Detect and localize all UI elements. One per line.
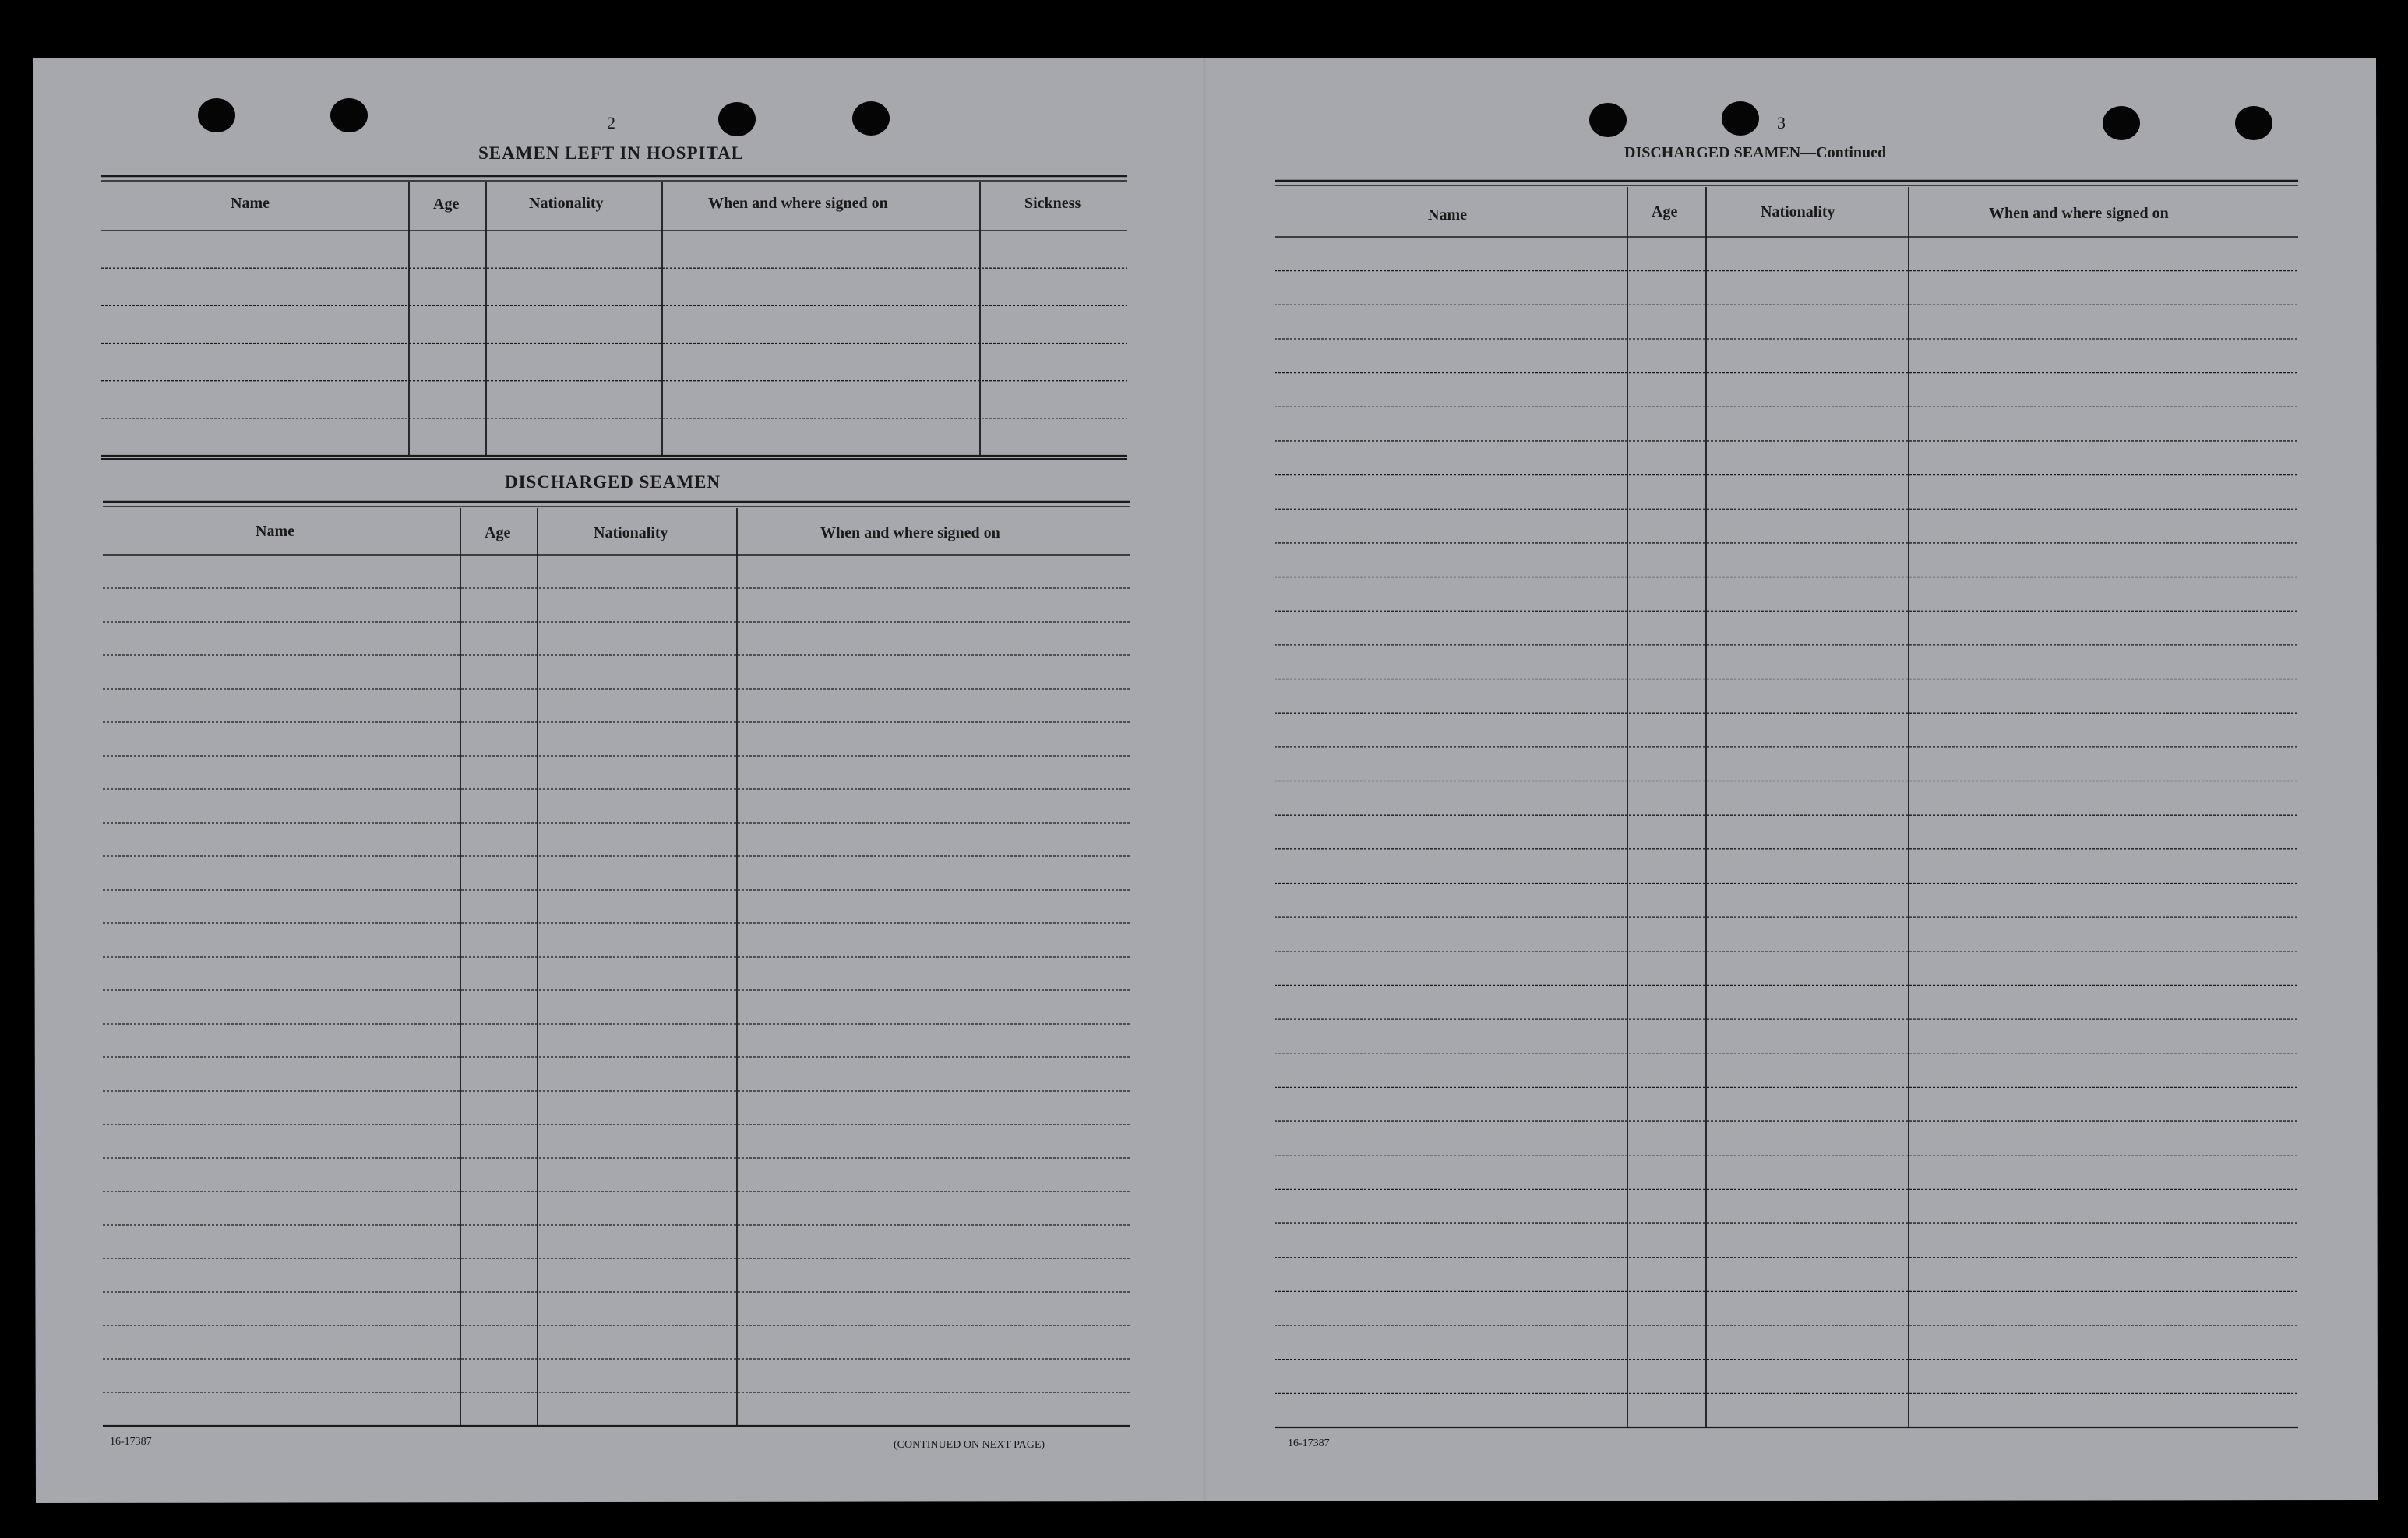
binder-hole: [1722, 101, 1759, 136]
hospital-col-sickness: Sickness: [1024, 195, 1081, 212]
continued-note: (CONTINUED ON NEXT PAGE): [894, 1439, 1045, 1451]
continued-col-when-where: When and where signed on: [1989, 205, 2169, 222]
binder-hole: [1589, 103, 1627, 137]
hospital-col-nationality: Nationality: [529, 195, 604, 212]
continued-col-nationality: Nationality: [1761, 203, 1835, 220]
binder-hole: [330, 98, 368, 132]
binder-hole: [198, 98, 235, 132]
hospital-col-age: Age: [433, 196, 460, 213]
discharged-col-nationality: Nationality: [594, 524, 668, 541]
binder-hole: [852, 101, 890, 136]
hospital-section-title: SEAMEN LEFT IN HOSPITAL: [478, 143, 745, 163]
discharged-col-name: Name: [256, 523, 294, 540]
discharged-col-age: Age: [485, 524, 511, 541]
left-form-number: 16-17387: [110, 1436, 152, 1448]
binder-hole: [2235, 106, 2272, 140]
hospital-col-name: Name: [231, 195, 270, 212]
hospital-col-when-where: When and where signed on: [708, 195, 888, 212]
left-page-number: 2: [607, 113, 615, 132]
binder-hole: [718, 102, 756, 136]
right-page-number: 3: [1777, 113, 1786, 132]
discharged-continued-title: DISCHARGED SEAMEN—Continued: [1624, 144, 1887, 161]
discharged-section-title: DISCHARGED SEAMEN: [505, 472, 721, 492]
continued-col-name: Name: [1428, 206, 1467, 224]
right-form-number: 16-17387: [1288, 1437, 1330, 1449]
continued-col-age: Age: [1652, 203, 1678, 220]
discharged-col-when-where: When and where signed on: [820, 524, 1000, 541]
binder-hole: [2103, 106, 2140, 140]
